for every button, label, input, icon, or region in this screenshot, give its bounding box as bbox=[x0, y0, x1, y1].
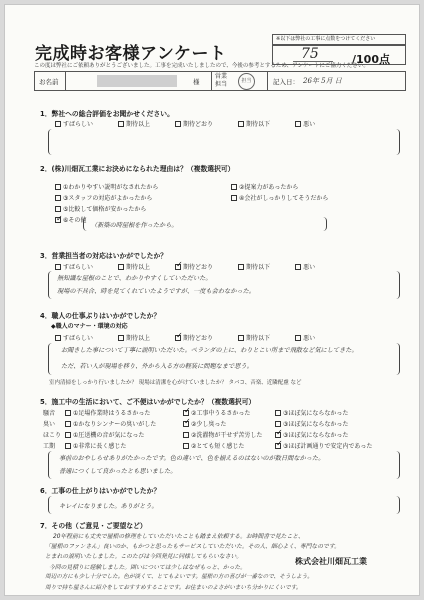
q3-option[interactable]: 期待以上 bbox=[118, 262, 150, 271]
q3-option[interactable]: ✓ 期待どおり bbox=[175, 262, 213, 271]
q1-option[interactable]: すばらしい bbox=[55, 119, 93, 128]
checkbox[interactable] bbox=[238, 264, 244, 270]
checkbox[interactable] bbox=[238, 335, 244, 341]
q2-option[interactable]: ③スタッフの対応がよかったから bbox=[55, 193, 215, 204]
divider bbox=[65, 72, 66, 90]
date-label: 記入日： bbox=[273, 78, 299, 86]
checkbox[interactable] bbox=[275, 410, 281, 416]
checkbox[interactable] bbox=[55, 195, 61, 201]
q2-option-other[interactable]: ✓⑥その他 bbox=[55, 215, 86, 226]
q2-option[interactable]: ①わかりやすい説明がなされたから bbox=[55, 182, 215, 193]
greeting-text: この度は弊社にご依頼ありがとうございました。工事を完成いたしましたので、今後の参考とするため、アンケートにご協力ください。 bbox=[34, 63, 369, 69]
q2-option[interactable]: ②提案力があったから bbox=[231, 182, 298, 193]
q4-handwritten-1: お聞きした事について丁寧に説明いただいた。ペランダの上に、わりとこい所まで飛散など気にしてきた。 bbox=[61, 347, 358, 354]
question-4: 4．職人の仕事ぶりはいかがでしたか？ bbox=[40, 312, 161, 320]
q4-manners-label: ◆職人のマナー・環境の対応 bbox=[51, 323, 128, 330]
question-6: 6．工事の仕上がりはいかがでしたか？ bbox=[40, 487, 161, 495]
divider bbox=[267, 72, 268, 90]
company-name: 株式会社川畑瓦工業 bbox=[295, 557, 367, 566]
checkbox[interactable] bbox=[183, 443, 189, 449]
name-suffix: 様 bbox=[193, 78, 200, 86]
checkbox-checked[interactable] bbox=[175, 264, 181, 270]
checkbox[interactable] bbox=[295, 121, 301, 127]
checkbox[interactable] bbox=[183, 432, 189, 438]
q2-handwritten: （新築の時屋根を作ったから。 bbox=[91, 222, 178, 229]
q3-option[interactable]: 悪い bbox=[295, 262, 315, 271]
q1-options bbox=[55, 119, 315, 128]
checkbox[interactable] bbox=[65, 443, 71, 449]
q1-option[interactable]: 期待以下 bbox=[238, 119, 270, 128]
q7-handwritten-3: とまれの説明いたしました。このたびは今回発見に同様してもらいなさい。 bbox=[45, 554, 243, 560]
checkbox[interactable] bbox=[55, 184, 61, 190]
q7-handwritten-6: 周りで持ち屋さんに紹介をしておすすめすることです。お住まいのよさがいまいち分かりにくいです。 bbox=[45, 585, 302, 591]
checkbox[interactable] bbox=[55, 206, 61, 212]
checkbox[interactable] bbox=[175, 121, 181, 127]
redacted-name bbox=[97, 75, 177, 87]
checkbox[interactable] bbox=[55, 264, 61, 270]
checkbox[interactable] bbox=[118, 335, 124, 341]
q4-option[interactable]: ✓ 期待どおり bbox=[175, 333, 213, 342]
question-7: 7．その他（ご意見・ご要望など） bbox=[40, 522, 147, 530]
q4-options bbox=[55, 333, 315, 342]
q4-option[interactable]: すばらしい bbox=[55, 333, 93, 342]
checkbox-checked[interactable] bbox=[275, 443, 281, 449]
q1-option[interactable]: 悪い bbox=[295, 119, 315, 128]
q4-option[interactable]: 悪い bbox=[295, 333, 315, 342]
divider bbox=[211, 72, 212, 90]
q5-handwritten-2: 普通につくして良かったとも思いました。 bbox=[59, 468, 177, 475]
question-3: 3．営業担当者の対応はいかがでしたか？ bbox=[40, 252, 168, 260]
q3-option[interactable]: 期待以下 bbox=[238, 262, 270, 271]
checkbox-checked[interactable] bbox=[183, 410, 189, 416]
q7-handwritten-5: 周辺の方にも少し十分でした。色が淡くて、とてもよいです。屋根の方の喜びが一番なので、そうしよう。 bbox=[45, 574, 313, 580]
q2-option[interactable]: ⑤比較して価格が安かったから bbox=[55, 204, 146, 215]
checkbox[interactable] bbox=[55, 335, 61, 341]
question-1: 1．弊社への総合評価をお聞かせください。 bbox=[40, 110, 174, 118]
checkbox[interactable] bbox=[231, 195, 237, 201]
checkbox[interactable] bbox=[275, 421, 281, 427]
info-row bbox=[34, 71, 406, 91]
q5-row-dust: ほこり ①圧送機の音が気になった ②洗濯物が干せず苦労した✓ ③ほぼ気にならなかった bbox=[43, 430, 348, 439]
checkbox-checked[interactable] bbox=[275, 432, 281, 438]
score-max: /100点 bbox=[352, 53, 390, 66]
q7-handwritten-4: 今回の見積りに経験しました。囲いについては少しはなぜもっと、かった。 bbox=[49, 565, 246, 571]
q1-comment-box[interactable] bbox=[48, 129, 400, 155]
q1-option[interactable]: 期待どおり bbox=[175, 119, 213, 128]
q3-options bbox=[55, 262, 315, 271]
rep-label: 営業担当 bbox=[215, 73, 228, 88]
date-value[interactable]: 26年 5月 日 bbox=[303, 77, 342, 85]
checkbox[interactable] bbox=[231, 184, 237, 190]
checkbox-checked[interactable] bbox=[175, 335, 181, 341]
q6-handwritten: キレイになりました。ありがとう。 bbox=[59, 503, 158, 510]
rep-stamp: 担当 bbox=[238, 73, 255, 90]
q7-handwritten-1: 20年程前にも丈夫で屋根の修理をしていただいたことも踏まえ依頼する。お時間書で見たこと、 bbox=[53, 534, 304, 540]
score-instruction: ※以下は弊社の工事に点数をつけてください bbox=[272, 34, 406, 45]
q4-detail: 室内清掃をしっかり行いましたか？ 現場は清潔を心がけていましたか？ タバコ、音楽、近隣配慮 など bbox=[49, 380, 302, 386]
q2-option[interactable]: ④会社がしっかりしてそうだから bbox=[231, 193, 328, 204]
q7-handwritten-2: 「屋根のファンさん」良いのか、もかつと思ったもサービスしていただいた。その人、細心よく、専門なのです。 bbox=[45, 544, 340, 550]
q4-option[interactable]: 期待以下 bbox=[238, 333, 270, 342]
checkbox[interactable] bbox=[65, 432, 71, 438]
question-2: 2．(株)川畑瓦工業にお決めになられた理由は？（複数選択可） bbox=[40, 165, 235, 173]
checkbox[interactable] bbox=[65, 410, 71, 416]
q3-handwritten-2: 現場の不具合、時を見てくれていたようですが、一度も会わなかった。 bbox=[57, 288, 255, 295]
checkbox[interactable] bbox=[295, 264, 301, 270]
checkbox[interactable] bbox=[118, 264, 124, 270]
score-value[interactable]: 75 bbox=[301, 46, 319, 62]
page-title: 完成時お客様アンケート bbox=[35, 44, 227, 64]
checkbox[interactable] bbox=[238, 121, 244, 127]
checkbox-checked[interactable] bbox=[55, 217, 61, 223]
name-label: お名前 bbox=[39, 78, 59, 86]
checkbox[interactable] bbox=[118, 121, 124, 127]
survey-sheet bbox=[4, 4, 420, 596]
q5-row-schedule: 工期 ①非常に長く感じた ②とても短く感じた✓ ③ほぼ計画通りで安定内であった bbox=[43, 441, 372, 450]
q1-option[interactable]: 期待以上 bbox=[118, 119, 150, 128]
score-underline bbox=[293, 61, 333, 62]
checkbox[interactable] bbox=[65, 421, 71, 427]
checkbox-checked[interactable] bbox=[183, 421, 189, 427]
q5-row-smell: 臭い ①かなりシンナーの臭いがした✓ ②少し臭った ③ほぼ気にならなかった bbox=[43, 419, 348, 428]
q3-option[interactable]: すばらしい bbox=[55, 262, 93, 271]
q4-handwritten-2: ただ、若い人が現場を移り、外から入る方の軽装に問題なまで思う。 bbox=[61, 363, 253, 370]
question-5: 5．施工中の生活において、ご不便はいかがでしたか？（複数選択可） bbox=[40, 398, 256, 406]
q5-row-noise: 騒音 ①足場作業時はうるさかった✓ ②工事中うるさかった ③ほぼ気にならなかった bbox=[43, 408, 348, 417]
q4-option[interactable]: 期待以上 bbox=[118, 333, 150, 342]
q3-handwritten-1: 無知識な屋根のことで、わかりやすくしていただいた。 bbox=[57, 275, 212, 282]
checkbox[interactable] bbox=[295, 335, 301, 341]
q5-handwritten-1: 事前のおやしらせありがたかったです。色の違いで、色を揃えるのはないのが数日間なかった。 bbox=[59, 455, 325, 462]
checkbox[interactable] bbox=[55, 121, 61, 127]
